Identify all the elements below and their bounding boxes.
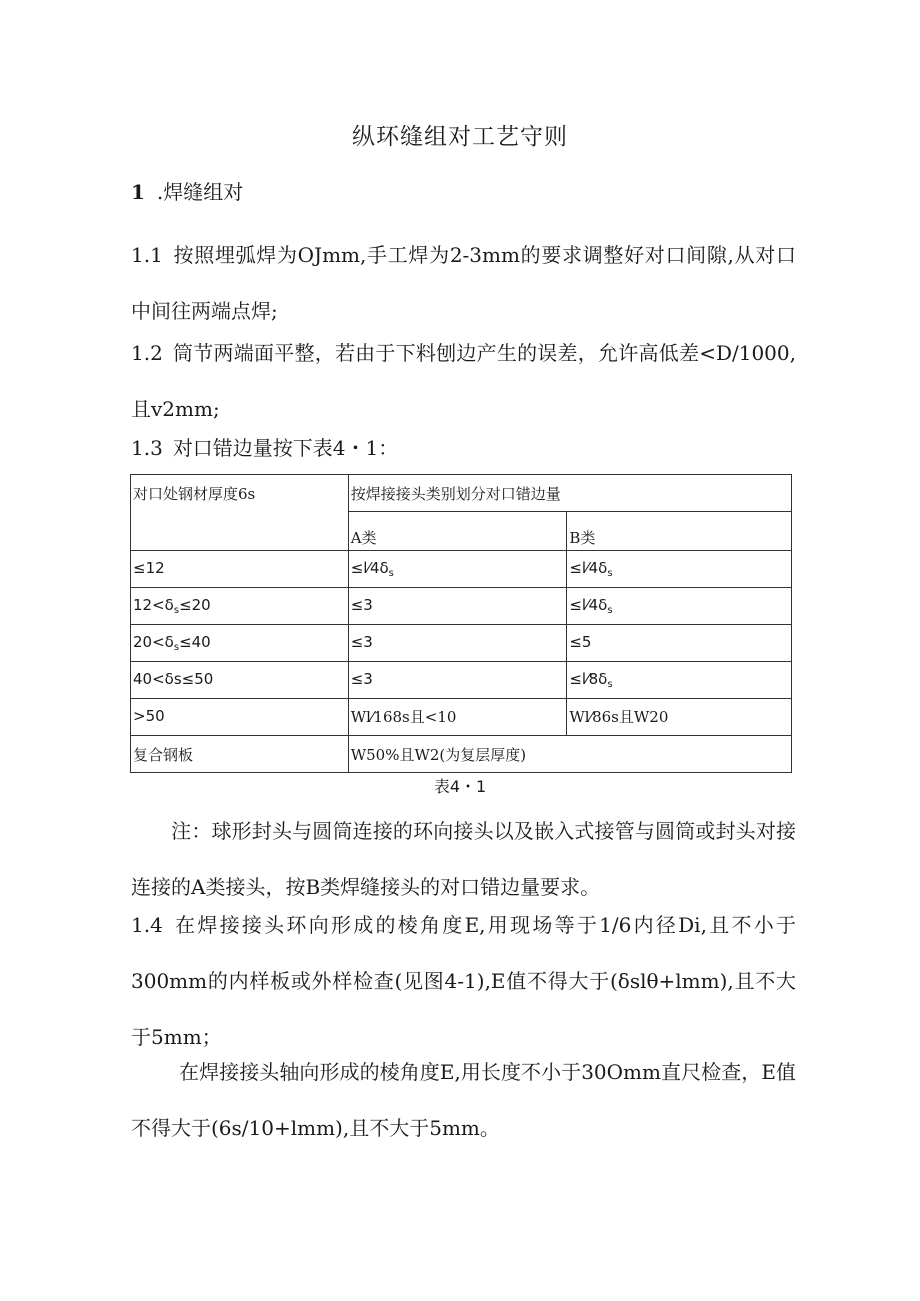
section-heading <box>131 176 243 205</box>
cell-thickness: 40<δs≤50 <box>131 662 349 699</box>
paragraph-number: 1.2 <box>131 341 163 365</box>
cell-class-b: $\le l⁄4\delta_s$ <box>567 588 792 625</box>
cell-class-b: ≤5 <box>567 625 792 662</box>
cell-thickness: ≤12 <box>131 551 349 588</box>
paragraph-text: 筒节两端面平整，若由于下料刨边产生的误差，允许高低差<D/1000,且v2mm; <box>131 341 796 421</box>
misalignment-table <box>130 474 792 773</box>
cell-composite-label: 复合钢板 <box>131 736 349 773</box>
section-title: .焊缝组对 <box>156 180 244 204</box>
table-row <box>131 699 792 736</box>
cell-thickness: $12<\delta_s\le 20$ <box>131 588 349 625</box>
paragraph-text: 在焊接接头轴向形成的棱角度E,用长度不小于30Omm直尺检查，E值不得大于(6s/10+lmm),且不大于5mm。 <box>131 1060 796 1140</box>
table-row <box>131 588 792 625</box>
cell-class-b: $\le l⁄8\delta_s$ <box>567 662 792 699</box>
paragraph-number: 1.1 <box>131 243 163 267</box>
table-row-composite <box>131 736 792 773</box>
cell-class-a: ≤3 <box>348 625 567 662</box>
section-number: 1 <box>131 180 145 204</box>
paragraph-1-3 <box>131 420 796 476</box>
cell-class-a: ≤3 <box>348 662 567 699</box>
table-row <box>131 625 792 662</box>
cell-class-b: $\le l⁄4\delta_s$ <box>567 551 792 588</box>
paragraph-1-1 <box>131 227 796 339</box>
cell-class-a: ≤3 <box>348 588 567 625</box>
paragraph-axial <box>131 1044 796 1156</box>
paragraph-number: 1.4 <box>131 913 163 937</box>
cell-composite-value: W50%且W2(为复层厚度) <box>348 736 791 773</box>
header-group: 按焊接接头类别划分对口错边量 <box>348 475 791 512</box>
cell-thickness: $20<\delta_s\le 40$ <box>131 625 349 662</box>
cell-thickness: >50 <box>131 699 349 736</box>
table-caption: 表4・1 <box>433 777 487 796</box>
paragraph-number: 1.3 <box>131 436 163 460</box>
header-thickness: 对口处钢材厚度6s <box>131 475 349 551</box>
document-title: 纵环缝组对工艺守则 <box>352 124 568 150</box>
paragraph-text: 对口错边量按下表4・1： <box>172 436 399 460</box>
table-row <box>131 551 792 588</box>
cell-class-b: Wl⁄86s且W20 <box>567 699 792 736</box>
note-text: 注：球形封头与圆筒连接的环向接头以及嵌入式接管与圆筒或封头对接连接的A类接头，按B类焊缝接头的对口错边量要求。 <box>131 819 796 899</box>
header-class-a: A类 <box>348 512 567 551</box>
paragraph-1-4 <box>131 897 796 1065</box>
cell-class-a: Wl⁄168s且<10 <box>348 699 567 736</box>
table-header-row <box>131 475 792 512</box>
paragraph-text: 按照埋弧焊为OJmm,手工焊为2-3mm的要求调整好对口间隙,从对口中间往两端点焊; <box>131 243 796 323</box>
cell-class-a: $\le l⁄4\delta_s$ <box>348 551 567 588</box>
paragraph-text: 在焊接接头环向形成的棱角度E,用现场等于1/6内径Di,且不小于300mm的内样板或外样检查(见图4-1),E值不得大于(δslθ+lmm),且不大于5mm； <box>131 913 796 1049</box>
header-class-b: B类 <box>567 512 792 551</box>
table-row <box>131 662 792 699</box>
